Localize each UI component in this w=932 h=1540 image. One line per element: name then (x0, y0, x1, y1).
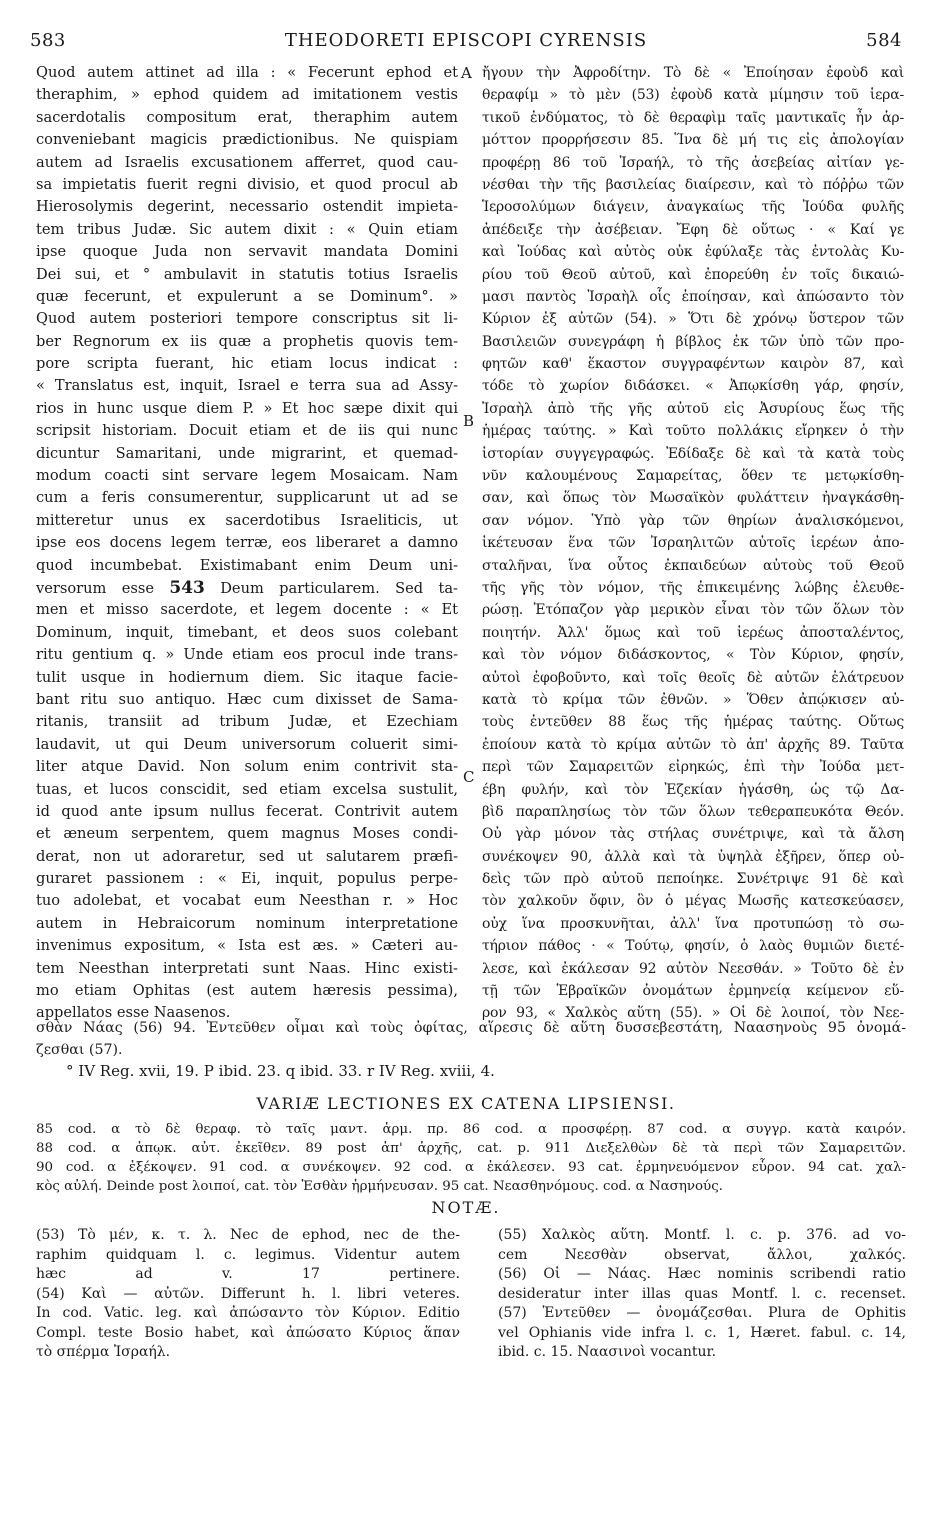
migne-column-number: 543 (169, 577, 205, 598)
greek-text-line: ἐποίουν κατὰ τὸ κρίμα αὐτῶν τὸ ἀπ' ἀρχῆς 89. Ταῦτα (482, 736, 904, 753)
latin-text-line: Hierosolymis degerint, necessario ostendit impieta- (36, 198, 458, 216)
latin-text-line: Quod autem attinet ad illa : « Fecerunt ephod et (36, 64, 458, 81)
margin-marker-a: A (461, 64, 472, 82)
latin-text-line: autem ad Israelis excusationem afferret, quod cau- (36, 153, 458, 171)
latin-text-line: invenimus expositum, « Ista est æs. » Cæteri au- (36, 937, 458, 955)
latin-text-line: tem tribus Judæ. Sic autem dixit : « Quin etiam (36, 220, 458, 238)
note-line: cem Νεεσθὰν observat, ἄλλοι, χαλκός. (498, 1246, 906, 1263)
greek-column (482, 62, 904, 1025)
latin-text-line: laudavit, ut qui Deum universorum coluerit simi- (36, 735, 458, 753)
latin-text-line: modum coacti sint servare legem Mosaicam. Nam (36, 467, 458, 485)
greek-text-line: ἱκέτευσαν ἕνα τῶν Ἰσραηλιτῶν αὐτοῖς ἱερέων ἀπο- (482, 535, 904, 552)
latin-text-line: sa impietatis fuerit regni divisio, et quod procul ab (36, 175, 458, 193)
latin-column (36, 62, 458, 1025)
running-title: THEODORETI EPISCOPI CYRENSIS (284, 30, 648, 51)
greek-text-line: έβη φυλήν, καὶ τὸν Ἐζεκίαν ἠγάσθη, ὡς τῷ Δα- (482, 781, 904, 798)
latin-text-line: Quod autem posteriori tempore conscriptus sit li- (36, 310, 458, 328)
note-line: vel Ophianis vide infra l. c. 1, Hæret. fabul. c. 14, (498, 1324, 906, 1341)
greek-text-line: προφέρῃ 86 τοῦ Ἰσραήλ, τὸ τῆς ἀσεβείας αἰτίαν γε- (482, 154, 904, 171)
variae-lectiones-heading: VARIÆ LECTIONES EX CATENA LIPSIENSI. (256, 1094, 676, 1113)
greek-text-line: τήριον πάθος · « Τούτῳ, φησίν, ὁ λαὸς θυμιῶν διετέ- (482, 938, 904, 955)
greek-text-line: ποιητήν. Ἀλλ' ὅμως καὶ τοῦ ἱερέως ἀποσταλέντος, (482, 624, 904, 641)
page-number-left: 583 (30, 30, 66, 51)
latin-text-line: scripsit historiam. Docuit etiam et de iis qui nunc (36, 422, 458, 440)
greek-text-line: θεραφίμ » τὸ μὲν (53) ἐφοὺδ κατὰ μίμησιν τοῦ ἱερα- (482, 87, 904, 104)
latin-text-line: ipse eos docens legem terræ, eos liberaret a damno (36, 534, 458, 552)
variant-reading-line: 85 cod. α τὸ δὲ θεραφ. τὸ ταῖς μαντ. ἁρμ. πρ. 86 cod. α προσφέρῃ. 87 cod. α συγγρ. κατὰ καιρόν. (36, 1122, 906, 1137)
greek-text-line: ρίου τοῦ Θεοῦ αὐτοῦ, καὶ ἐπορεύθη ἐν τοῖς δικαιώ- (482, 266, 904, 283)
latin-text-line: tulit usque in hodiernum diem. Sic itaque facie- (36, 668, 458, 686)
latin-text-line: rios in hunc usque diem P. » Et hoc sæpe dixit qui (36, 399, 458, 417)
greek-text-line: τῆς γῆς τὸν νόμον, τῆς ἐπικειμένης λώβης ἐλευθε- (482, 579, 904, 596)
greek-text-line: τῇ τῶν Ἑβραϊκῶν ὀνομάτων ἑρμηνείᾳ κείμενον εὕ- (482, 983, 904, 1000)
continuation-line: σθὰν Νάας (56) 94. Ἐντεῦθεν οἶμαι καὶ τοὺς ὀφίτας, αἵρεσις δὲ αὕτη δυσσεβεστάτη, Ναασηνοὺς 95 ὀνομά- (36, 1020, 906, 1036)
greek-text-line: τοὺς ἐντεῦθεν 88 ἕως τῆς ἡμέρας ταύτης. Οὕτως (482, 714, 904, 731)
continuation-line: ζεσθαι (57). (36, 1042, 123, 1058)
latin-text-line: liter atque David. Non solum enim contrivit sta- (36, 758, 458, 776)
greek-text-line: ἱστορίαν συγγεγραφώς. Ἐδίδαξε δὲ καὶ τὰ κατὰ τοὺς (482, 445, 904, 462)
greek-text-line: Οὐ γὰρ μόνον τὰς στήλας συνέτριψε, καὶ τὰ ἄλση (482, 826, 904, 843)
running-header (30, 30, 902, 60)
latin-text-line: ipse quoque Juda non servavit mandata Domini (36, 243, 458, 261)
greek-text-line: αὐτοὶ ἐφοβοῦντο, καὶ τοῖς θεοῖς δὲ αὐτῶν ἐλάτρευον (482, 669, 904, 686)
greek-text-line: μόττον προρρήσεσιν 85. Ἵνα δὲ μή τις εἰς ἀπολογίαν (482, 132, 904, 149)
greek-text-line: ἡμέρας ταύτης. » Καὶ τοῦτο πολλάκις εἴρηκεν ὁ τὴν (482, 423, 904, 440)
note-line: (55) Χαλκὸς αὕτη. Montf. l. c. p. 376. ad vo- (498, 1227, 906, 1243)
note-line: (54) Καὶ — αὐτῶν. Differunt h. l. libri veteres. (36, 1285, 460, 1302)
latin-text-line: id quod ante ipsum nullus fecerat. Contrivit autem (36, 802, 458, 820)
note-line: (56) Οἱ — Νάας. Hæc nominis scribendi ratio (498, 1266, 906, 1282)
greek-text-line: λεσε, καὶ ἐκάλεσαν 92 αὐτὸν Νεεσθάν. » Τοῦτο δὲ ἐν (482, 960, 904, 977)
greek-text-line: περὶ τῶν Σαμαρειτῶν εἰρηκώς, ἐπὶ τὴν Ἰούδα μετ- (482, 759, 904, 776)
latin-text-line: bant ritu suo antiquo. Hæc cum dixisset de Sama- (36, 690, 458, 708)
latin-text-line: conveniebant magicis prædictionibus. Ne quispiam (36, 131, 458, 149)
greek-text-line: κατὰ τὸ κρίμα τῶν ἐθνῶν. » Ὅθεν ἀπῴκισεν αὐ- (482, 691, 904, 708)
greek-text-line: σαν νόμον. Ὑπὸ γὰρ τῶν θηρίων ἀναλισκόμενοι, (482, 512, 904, 529)
variant-reading-line: κὸς αὐλή. Deinde post λοιποί, cat. τὸν Ἐσθὰν ἡρμήνευσαν. 95 cat. Νεασθηνόμους. cod. α Νασηνούς. (36, 1179, 723, 1194)
latin-text-line: ber Regnorum ex iis quæ a prophetis quovis tem- (36, 332, 458, 350)
latin-text-line: ritanis, transiit ad tribum Judæ, et Ezechiam (36, 713, 458, 731)
variant-reading-line: 90 cod. α ἐξέκοψεν. 91 cod. α συνέκοψεν. 92 cod. α ἐκάλεσεν. 93 cat. ἑρμηνευόμενον εὗρον. 94 cat. χαλ- (36, 1160, 906, 1175)
greek-text-line: ἤγουν τὴν Ἀφροδίτην. Τὸ δὲ « Ἐποίησαν ἐφοὺδ καὶ (482, 65, 904, 81)
latin-text-line: ritu gentium q. » Unde etiam eos procul inde trans- (36, 646, 458, 664)
greek-text-line: καὶ Ἰούδας καὶ αὐτὸς οὐκ ἐφύλαξε τὰς ἐντολὰς Κυ- (482, 244, 904, 261)
greek-text-line: σταλῆναι, ἵνα οὗτος ἐκπαιδεύων αὐτοὺς τοῦ Θεοῦ (482, 557, 904, 574)
note-line: τὸ σπέρμα Ἰσραήλ. (36, 1344, 171, 1360)
note-line: (57) Ἐντεῦθεν — ὀνομάζεσθαι. Plura de Ophitis (498, 1305, 906, 1321)
note-line: ibid. c. 15. Ναασινοὶ vocantur. (498, 1344, 717, 1360)
latin-text-line: cum a feris consumerentur, supplicarunt ut ad se (36, 489, 458, 507)
greek-text-line: ρώσῃ. Ἐτόπαζον γὰρ μερικὸν εἶναι τὸν τῶν ὅλων τὸν (482, 602, 904, 619)
latin-text-line: derat, non ut adoraretur, sed ut salutarem præfi- (36, 847, 458, 865)
greek-text-line: δεὶς τῶν πρὸ αὐτοῦ πεποίηκε. Συνέτριψε 91 δὲ καὶ (482, 871, 904, 888)
latin-text-line: pore scripta fuerant, hic etiam locus indicat : (36, 355, 458, 373)
variae-lectiones (36, 1120, 906, 1196)
note-line: (53) Τὸ μέν, κ. τ. λ. Nec de ephod, nec de the- (36, 1227, 460, 1243)
notes-left-column (36, 1226, 460, 1363)
notae-heading: NOTÆ. (431, 1198, 501, 1217)
notes-right-column (498, 1226, 906, 1363)
greek-text-line: συνέκοψεν 90, ἀλλὰ καὶ τὰ ὑψηλὰ ἐξῆρεν, ὅπερ οὐ- (482, 848, 904, 865)
latin-text-line: guraret passionem : « Ei, inquit, populus perpe- (36, 870, 458, 888)
latin-text-line: tuo adolebat, et vocabat eum Neesthan r. » Hoc (36, 892, 458, 910)
latin-text-line: theraphim, » ephod quidem ad imitationem vestis (36, 86, 458, 104)
margin-marker-c: C (463, 768, 475, 786)
note-line: Compl. teste Bosio habet, καὶ ἀπώσατο Κύριος ἅπαν (36, 1324, 460, 1341)
latin-text-line: men et misso sacerdote, et legem docente : « Et (36, 601, 458, 619)
latin-text-line: Dei sui, et ° ambulavit in statutis totius Israelis (36, 265, 458, 283)
greek-text-line: τόδε τὸ χωρίον διδάσκει. « Ἀπῳκίσθη γάρ, φησίν, (482, 378, 904, 395)
greek-text-line: οὐχ ἵνα προσκυνῆται, ἀλλ' ἵνα προτυπώσῃ τὸ σω- (482, 915, 904, 932)
greek-text-line: καὶ τὸν νόμον διδάσκοντος, « Τὸν Κύριον, φησίν, (482, 647, 904, 664)
scripture-references: ° IV Reg. xvii, 19. P ibid. 23. q ibid. 33. r IV Reg. xviii, 4. (66, 1062, 495, 1080)
note-line: hæc ad v. 17 pertinere. (36, 1266, 460, 1282)
greek-text-line: Ἰσραὴλ ἀπὸ τῆς γῆς αὐτοῦ εἰς Ἀσυρίους ἕως τῆς (482, 400, 904, 417)
page-number-right: 584 (866, 30, 902, 51)
latin-text-line: dicuntur Samaritani, unde migrarint, et quemad- (36, 444, 458, 462)
note-line: desideratur inter illas quas Montf. l. c. recenset. (498, 1285, 906, 1302)
greek-text-line: ρον 93, « Χαλκὸς αὕτη (55). » Οἱ δὲ λοιποί, τὸν Νεε- (482, 1005, 904, 1022)
note-line: In cod. Vatic. leg. καὶ ἀπώσαντο τὸν Κύριον. Editio (36, 1305, 460, 1321)
margin-marker-b: B (463, 412, 475, 430)
greek-text-line: σαν, καὶ ὅπως τὸν Μωσαϊκὸν φυλάττειν ἠναγκάσθη- (482, 490, 904, 507)
latin-text-line: tem Neesthan interpretati sunt Naas. Hinc existi- (36, 959, 458, 977)
greek-text-line: ἀπέδειξε τὴν ἀσέβειαν. Ἔφη δὲ οὕτως · « Καί γε (482, 221, 904, 238)
greek-text-line: φητῶν καθ' ἕκαστον συγγραφέντων καιρὸν 87, καὶ (482, 356, 904, 373)
latin-text-line: et æneum serpentem, quem magnus Moses condi- (36, 825, 458, 843)
greek-text-line: Βασιλειῶν συνεγράφη ἡ βίβλος ἐκ τῶν ὑπὸ τῶν προ- (482, 333, 904, 350)
greek-text-line: τὸν χαλκοῦν ὄφιν, ὃν ὁ μέγας Μωσῆς κατεσκεύασεν, (482, 893, 904, 910)
latin-text-line: tuas, et lucos conscidit, sed etiam excelsa sustulit, (36, 780, 458, 798)
latin-text-line: autem in Hebraicorum nominum interpretatione (36, 914, 458, 932)
greek-text-line: Κύριον ἐξ αὐτῶν (54). » Ὅτι δὲ χρόνῳ ὕστερον τῶν (482, 311, 904, 328)
latin-text-line: sacerdotalis compositum erat, theraphim autem (36, 108, 458, 126)
greek-text-line: τικοῦ ἐνδύματος, τὸ δὲ θεραφὶμ ταῖς μαντικαῖς ἦν ἁρ- (482, 109, 904, 126)
continuation-text (36, 1017, 906, 1061)
variant-reading-line: 88 cod. α ἀπῳκ. αὐτ. ἐκεῖθεν. 89 post ἀπ' ἀρχῆς, cat. p. 911 Διεξελθὼν δὲ τὰ περὶ τῶν Σαμαρειτῶν. (36, 1141, 906, 1156)
greek-text-line: βὶδ παραπλησίως τὸν τῶν ὅλων τεθεραπευκότα Θεόν. (482, 803, 904, 820)
greek-text-line: Ἱεροσολύμων διάγειν, ἀναγκαίως τῆς Ἰούδα φυλῆς (482, 199, 904, 216)
greek-text-line: νῦν καλουμένους Σαμαρείτας, ὅθεν τε μετῳκίσθη- (482, 468, 904, 485)
latin-text-line: quæ fecerunt, et expulerunt a se Dominum°. » (36, 287, 458, 305)
latin-text-line: appellatos esse Naasenos. (36, 1004, 231, 1022)
latin-text-line: « Translatus est, inquit, Israel e terra sua ad Assy- (36, 377, 458, 395)
latin-text-line: mitteretur unus ex sacerdotibus Israeliticis, ut (36, 511, 458, 529)
latin-text-line: versorum esse 543 Deum particularem. Sed ta- (36, 577, 458, 598)
latin-text-line: mo etiam Ophitas (est autem hæresis pessima), (36, 982, 458, 1000)
latin-text-line: quod incumbebat. Existimabant enim Deum uni- (36, 556, 458, 574)
greek-text-line: νέσθαι τὴν τῆς βασιλείας διαίρεσιν, καὶ τὸ πόῤῥω τῶν (482, 176, 904, 193)
note-line: raphim quidquam l. c. legimus. Videntur autem (36, 1246, 460, 1263)
greek-text-line: μασι παντὸς Ἰσραὴλ οἷς ἐποίησαν, καὶ ἀπώσαντο τὸν (482, 288, 904, 305)
latin-text-line: Dominum, inquit, timebant, et deos suos colebant (36, 623, 458, 641)
